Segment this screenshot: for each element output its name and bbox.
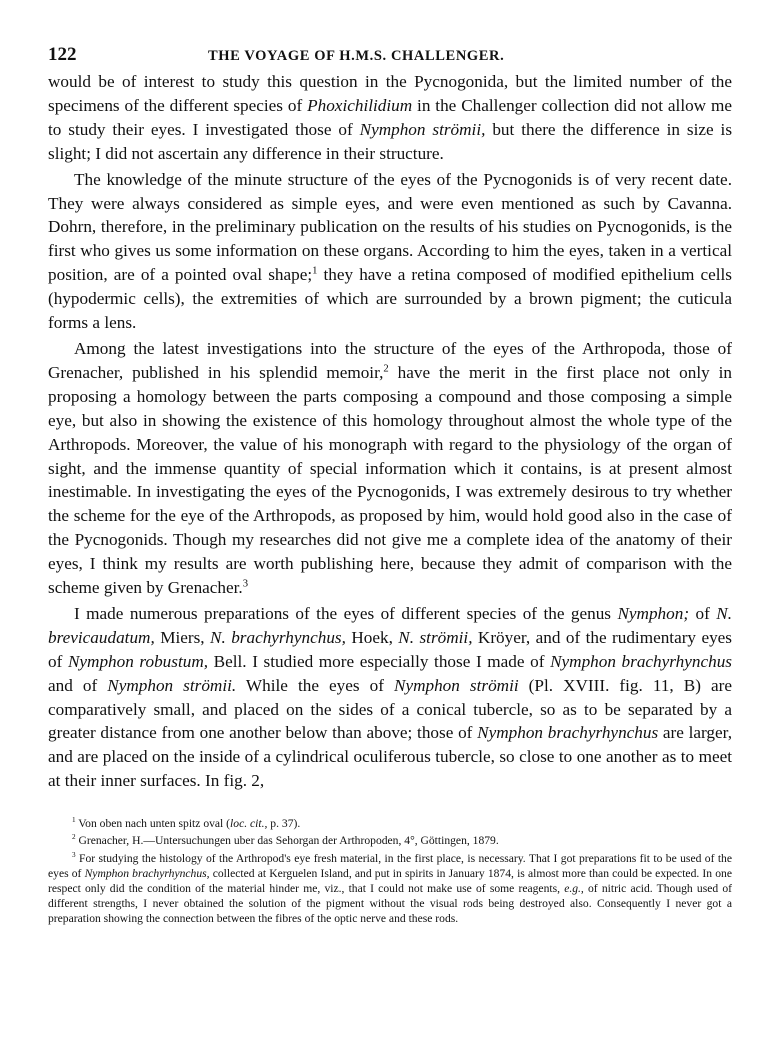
footnote-ref-1[interactable]: 1 — [312, 265, 318, 277]
body-text — [48, 70, 732, 793]
footnote-ref-2[interactable]: 2 — [383, 363, 389, 375]
footnote-3: $^3$ For studying the histology of the Arthropod's eye fresh material, in the first place, is necessary. That I got preparations fit to be used of the eyes of Nymphon brachyrhynchus, collected at Kerguelen Island, and put in spirits in January 1874, is almost more than could be expected. In one respect only did the condition of the material hinder me, viz., that I could not make use of some reagents, e.g., of nitric acid. Though used of different strengths, I never obtained the solution of the pigment without the visual rods being destroyed also. Consequently I never got a preparation showing the connection between the fibres of the optic nerve and these rods. — [48, 850, 732, 926]
paragraph-1: would be of interest to study this question in the Pycnogonida, but the limited number of the specimens of the different species of Phoxichilidium in the Challenger collection did not allow me to study their eyes. I investigated those of Nymphon strömii, but there the difference in size is slight; I did not ascertain any difference in their structure. — [48, 72, 733, 163]
footnotes — [48, 816, 732, 926]
paragraph-4: I made numerous preparations of the eyes of different species of the genus Nymphon; of N. brevicaudatum, Miers, N. brachyrhynchus, Hoek, N. strömii, Kröyer, and of the rudimentary eyes of Nymphon robustum, Bell. I studied more especially those I made of Nymphon brachyrhynchus and of Nymphon strömii. While the eyes of Nymphon strömii (Pl. XVIII. fig. 11, B) are comparatively small, and placed on the sides of a conical tubercle, so as to be separated by a greater distance from one another below than above; those of Nymphon brachyrhynchus are larger, and are placed on the inside of a cylindrical oculiferous tubercle, so close to one another as to meet at their inner surfaces. In fig. 2, — [48, 603, 733, 791]
running-head — [48, 44, 732, 70]
footnote-mark: 1 — [72, 816, 76, 825]
footnote-ref-3[interactable]: 3 — [242, 578, 249, 590]
footnote-2: $^2$ Grenacher, H.—Untersuchungen uber das Sehorgan der Arthropoden, 4°, Göttingen, 1879. — [72, 833, 499, 848]
paragraph-3: Among the latest investigations into the structure of the eyes of the Arthropoda, those of Grenacher, published in his splendid memoir,$^2$ have the merit in the first place not only in proposing a homology between the parts composing a compound and those composing a simple eye, but also in showing the existence of this homology throughout almost the whole type of the Arthropods. Moreover, the value of his monograph with regard to the physiology of the organ of sight, and the immense quantity of special information which it contains, is at present almost inestimable. In investigating the eyes of the Pycnogonids, I was extremely desirous to try whether the scheme for the eye of the Arthropods, as proposed by him, would hold good also in the case of the Pycnogonids. Though my researches did not give me a complete idea of the anatomy of their eyes, I think my results are worth publishing here, because they admit of comparison with the scheme given by Grenacher.$^3$ — [48, 338, 732, 598]
page-number: 122 — [48, 44, 77, 65]
paragraph-2: The knowledge of the minute structure of the eyes of the Pycnogonids is of very recent date. They were always considered as simple eyes, and were even mentioned as such by Cavanna. Dohrn, therefore, in the preliminary publication on the results of his studies on Pycnogonids, is the first who gives us some information on these organs. According to him the eyes, taken in a vertical position, are of a pointed oval shape;$^1$ they have a retina composed of modified epithelium cells (hypodermic cells), the extremities of which are surrounded by a brown pigment; the cuticula forms a lens. — [48, 169, 732, 333]
running-title: THE VOYAGE OF H.M.S. CHALLENGER. — [208, 48, 505, 64]
footnote-mark: 2 — [72, 833, 76, 842]
footnote-mark: 3 — [72, 850, 76, 859]
footnote-1: $^1$ Von oben nach unten spitz oval (loc. cit., p. 37). — [72, 816, 301, 831]
